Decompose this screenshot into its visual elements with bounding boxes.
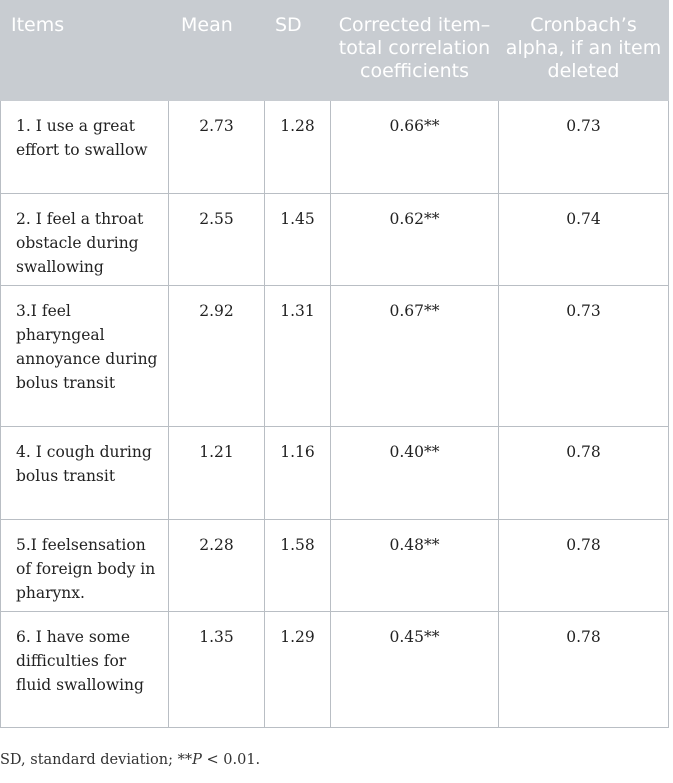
- mean-cell: 2.55: [169, 194, 265, 286]
- mean-cell: 2.28: [169, 520, 265, 612]
- header-items: Items: [1, 1, 169, 101]
- footnote-p-symbol: P: [192, 752, 202, 768]
- item-cell: 1. I use a great effort to swallow: [1, 101, 169, 194]
- table-footnote: [0, 752, 260, 768]
- correlation-cell: 0.40**: [331, 427, 499, 520]
- sd-cell: 1.28: [265, 101, 331, 194]
- table-row: [1, 101, 669, 194]
- correlation-cell: 0.67**: [331, 286, 499, 427]
- sd-cell: 1.45: [265, 194, 331, 286]
- table-row: [1, 427, 669, 520]
- table-row: [1, 286, 669, 427]
- correlation-cell: 0.62**: [331, 194, 499, 286]
- alpha-cell: 0.78: [499, 427, 669, 520]
- item-cell: 4. I cough during bolus transit: [1, 427, 169, 520]
- sd-cell: 1.29: [265, 612, 331, 728]
- alpha-cell: 0.73: [499, 101, 669, 194]
- sd-cell: 1.31: [265, 286, 331, 427]
- footnote-prefix: SD, standard deviation; **: [0, 752, 193, 768]
- header-mean: Mean: [169, 1, 265, 101]
- header-row: [1, 1, 669, 101]
- header-corrected-item-total: Corrected item–total correlation coefficients: [331, 1, 499, 101]
- mean-cell: 1.21: [169, 427, 265, 520]
- table-row: [1, 520, 669, 612]
- correlation-cell: 0.66**: [331, 101, 499, 194]
- mean-cell: 2.73: [169, 101, 265, 194]
- header-sd: SD: [265, 1, 331, 101]
- item-cell: 6. I have some difficulties for fluid swallowing: [1, 612, 169, 728]
- table-row: [1, 612, 669, 728]
- mean-cell: 2.92: [169, 286, 265, 427]
- footnote-suffix: < 0.01.: [201, 752, 261, 768]
- table-row: [1, 194, 669, 286]
- mean-cell: 1.35: [169, 612, 265, 728]
- correlation-cell: 0.48**: [331, 520, 499, 612]
- header-cronbach-alpha: Cronbach’s alpha, if an item deleted: [499, 1, 669, 101]
- item-cell: 3.I feel pharyngeal annoyance during bolus transit: [1, 286, 169, 427]
- sd-cell: 1.16: [265, 427, 331, 520]
- alpha-cell: 0.78: [499, 520, 669, 612]
- alpha-cell: 0.78: [499, 612, 669, 728]
- sd-cell: 1.58: [265, 520, 331, 612]
- alpha-cell: 0.74: [499, 194, 669, 286]
- correlation-cell: 0.45**: [331, 612, 499, 728]
- item-cell: 2. I feel a throat obstacle during swallowing: [1, 194, 169, 286]
- item-cell: 5.I feelsensation of foreign body in pharynx.: [1, 520, 169, 612]
- alpha-cell: 0.73: [499, 286, 669, 427]
